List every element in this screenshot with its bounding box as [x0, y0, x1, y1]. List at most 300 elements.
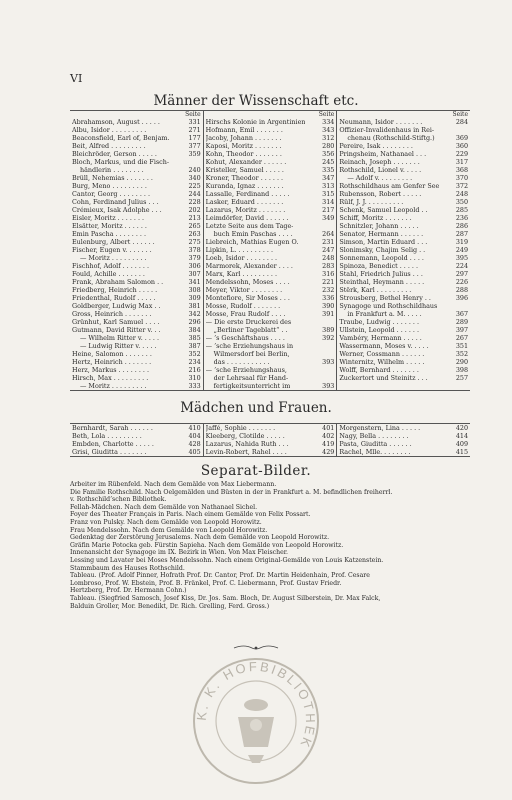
index-entry — [72, 448, 201, 456]
entry-page: 340 — [188, 174, 201, 182]
entry-page: 229 — [455, 150, 469, 158]
entry-name: Pasta, Giuditta . . . . . . — [339, 440, 412, 448]
entry-page: 336 — [322, 294, 335, 302]
entry-name: chenau (Rothschild-Stiftg.) — [347, 134, 435, 142]
index-entry — [72, 294, 201, 302]
entry-page: 419 — [322, 440, 335, 448]
entry-page: 290 — [455, 358, 469, 366]
index-entry — [206, 230, 335, 238]
entry-name: buch Emin Paschas . . . . — [213, 230, 293, 238]
entry-name: Pringsheim, Nathanael . . . — [339, 150, 427, 158]
index-entry — [339, 158, 468, 166]
entry-page: 315 — [322, 190, 335, 198]
entry-page: 236 — [455, 214, 469, 222]
entry-page: 414 — [455, 432, 469, 440]
index-entry — [206, 382, 335, 390]
entry-name: Sonnemann, Leopold . . . . — [339, 254, 424, 262]
index-entry — [339, 190, 468, 198]
entry-name: — Moritz . . . . . . . . . — [80, 254, 147, 262]
entry-page: 397 — [455, 326, 469, 334]
index-entry — [339, 150, 468, 158]
entry-name: Schnitzler, Johann . . . . . — [339, 222, 419, 230]
index-entry — [206, 286, 335, 294]
entry-name: Levin-Robert, Rahel . . . . — [205, 448, 287, 456]
entry-name: Albu, Isidor . . . . . . . . . — [72, 126, 147, 134]
entry-name: Lassalle, Ferdinand . . . . . — [205, 190, 290, 198]
index-entry — [206, 278, 335, 286]
entry-name: Strousberg, Bethel Henry . . — [339, 294, 431, 302]
index-entry — [72, 198, 201, 206]
index-entry — [339, 254, 468, 262]
index-entry — [339, 318, 468, 326]
entry-page: 379 — [188, 254, 201, 262]
index-entry — [72, 134, 201, 142]
entry-page: 213 — [188, 214, 201, 222]
separat-line: Gedenktag der Zerstörung Jerusalems. Nach dem Gemälde von Leopold Horowitz. — [70, 534, 330, 542]
entry-name: Kleeberg, Clotilde . . . . . — [205, 432, 285, 440]
entry-page: 245 — [322, 158, 335, 166]
index-entry — [206, 350, 335, 358]
entry-name: Wolff, Bernhard . . . . . . . — [339, 366, 419, 374]
entry-page: 352 — [188, 350, 201, 358]
entry-page: 369 — [455, 134, 469, 142]
index-entry — [206, 126, 335, 134]
entry-name: Cantor, Georg . . . . . . . . — [72, 190, 151, 198]
entry-page: 283 — [322, 262, 335, 270]
index-entry — [339, 134, 468, 142]
index-entry — [72, 278, 201, 286]
index-entry — [206, 246, 335, 254]
entry-page: 387 — [188, 342, 201, 350]
entry-name: Rothschildhaus am Genfer See — [339, 182, 440, 190]
entry-name: Jaffé, Sophie . . . . . . . — [205, 424, 276, 432]
index-entry — [206, 166, 335, 174]
index-entry — [206, 302, 335, 310]
entry-page: 352 — [455, 350, 469, 358]
entry-page: 234 — [188, 358, 201, 366]
entry-name: Emin Pascha . . . . . . . . — [72, 230, 147, 238]
entry-name: Pereire, Isak . . . . . . . . — [339, 142, 413, 150]
index-entry — [206, 342, 335, 350]
entry-page: 257 — [455, 374, 469, 382]
index-entry — [72, 326, 201, 334]
index-entry — [339, 302, 468, 310]
entry-name: Zuckertort und Steinitz . . . — [339, 374, 428, 382]
separat-line: Tableau. (Prof. Adolf Pinner, Hofrath Prof. Dr. Cantor, Prof. Dr. Martin Heidenhain, Prof. Cesare — [70, 572, 370, 580]
entry-name: Ullstein, Leopold . . . . . . — [339, 326, 419, 334]
entry-name: Lazarus, Nahida Ruth . . . — [205, 440, 289, 448]
entry-page: 384 — [188, 326, 201, 334]
entry-page: 351 — [455, 342, 469, 350]
entry-name: Lipkin, L. . . . . . . . . . — [205, 246, 273, 254]
entry-page: 267 — [455, 334, 469, 342]
entry-page: 249 — [455, 246, 469, 254]
index-entry — [206, 366, 335, 374]
index-entry — [339, 222, 468, 230]
entry-page: 331 — [188, 118, 201, 126]
entry-name: Hertz, Heinrich . . . . . . . — [72, 358, 152, 366]
index-entry — [339, 350, 468, 358]
entry-name: Cohn, Ferdinand Julius . . . — [72, 198, 159, 206]
entry-name: Hirsch, Max . . . . . . . . . — [72, 374, 149, 382]
entry-page: 347 — [322, 174, 335, 182]
entry-page: 202 — [188, 206, 201, 214]
ornament-divider — [232, 644, 280, 652]
entry-name: Werner, Cossmann . . . . . . — [339, 350, 425, 358]
entry-name: Lazarus, Moritz . . . . . . . — [205, 206, 286, 214]
entry-page — [466, 126, 468, 134]
entry-page: 395 — [455, 254, 469, 262]
entry-name: Kuranda, Ignaz . . . . . . . — [205, 182, 284, 190]
index-entry — [339, 206, 468, 214]
women-column-2 — [203, 424, 337, 456]
index-entry — [339, 118, 468, 126]
index-entry — [339, 286, 468, 294]
entry-name: Beaconsfield, Earl of, Benjam. — [72, 134, 170, 142]
entry-page: 381 — [188, 302, 201, 310]
entry-page: 410 — [188, 424, 201, 432]
entry-page: 225 — [188, 182, 201, 190]
women-columns — [70, 423, 470, 457]
entry-page: 404 — [188, 432, 201, 440]
index-entry — [72, 142, 201, 150]
entry-name: Marmorek, Alexander . . . . — [205, 262, 293, 270]
entry-name: — Moritz . . . . . . . . . — [80, 382, 147, 390]
entry-name: Stërk, Karl . . . . . . . . . — [339, 286, 412, 294]
index-entry — [206, 424, 335, 432]
entry-name: Synagoge und Rothschildhaus — [339, 302, 438, 310]
entry-name: Gross, Heinrich . . . . . . . — [72, 310, 152, 318]
index-entry — [206, 158, 335, 166]
entry-page: 244 — [188, 190, 201, 198]
index-entry — [72, 286, 201, 294]
entry-page — [332, 222, 334, 230]
index-entry — [339, 334, 468, 342]
entry-name: Embden, Charlotte . . . . . — [72, 440, 154, 448]
index-entry — [339, 182, 468, 190]
entry-name: — Adolf v. . . . . . . . . — [347, 174, 413, 182]
entry-page: 396 — [455, 294, 469, 302]
index-entry — [206, 182, 335, 190]
index-entry — [339, 270, 468, 278]
index-entry — [339, 262, 468, 270]
entry-page: 428 — [188, 440, 201, 448]
index-entry — [206, 190, 335, 198]
entry-name: der Lehrsaal für Hand- — [213, 374, 289, 382]
entry-page: 316 — [322, 270, 335, 278]
entry-page: 226 — [455, 278, 469, 286]
index-entry — [72, 262, 201, 270]
entry-page: 248 — [455, 190, 469, 198]
index-entry — [72, 270, 201, 278]
entry-name: Friedenthal, Rudolf . . . . . — [72, 294, 156, 302]
index-entry — [339, 174, 468, 182]
entry-page: 385 — [188, 334, 201, 342]
index-entry — [339, 278, 468, 286]
entry-page — [332, 318, 334, 326]
entry-name: Rülf, J. J. . . . . . . . . . — [339, 198, 404, 206]
index-entry — [206, 448, 335, 456]
index-entry — [339, 214, 468, 222]
entry-name: Heine, Salomon . . . . . . . — [72, 350, 152, 358]
entry-page: 349 — [322, 214, 335, 222]
entry-name: Slonimsky, Chajim Selig . . — [339, 246, 426, 254]
separat-line: Innenansicht der Synagoge im IX. Bezirk in Wien. Von Max Fleischer. — [70, 549, 288, 557]
separat-section-title: Separat-Bilder. — [200, 463, 312, 479]
entry-name: „Berliner Tageblatt“ . . — [213, 326, 288, 334]
entry-page: 177 — [188, 134, 201, 142]
entry-name: Beit, Alfred . . . . . . . . . — [72, 142, 146, 150]
entry-name: — Ludwig Ritter v. . . . . — [80, 342, 157, 350]
entry-page: 409 — [455, 440, 469, 448]
separat-line: Frau Mendelssohn. Nach dem Gemälde von Leopold Horowitz. — [70, 526, 268, 534]
index-entry — [206, 262, 335, 270]
index-entry — [206, 270, 335, 278]
entry-name: fertigkeitsunterricht im — [213, 382, 291, 390]
entry-name: Grisi, Giuditta . . . . . . . — [72, 448, 147, 456]
entry-page: 420 — [455, 424, 469, 432]
entry-name: Wilmersdorf bei Berlin, — [213, 350, 290, 358]
index-entry — [72, 230, 201, 238]
index-entry — [72, 358, 201, 366]
entry-name: — Wilhelm Ritter v. . . . . — [80, 334, 159, 342]
entry-page: 232 — [322, 286, 335, 294]
entry-page: 263 — [188, 230, 201, 238]
separat-line: Gräfin Marie Potocka geb. Fürstin Sapieha. Nach dem Gemälde von Leopold Horowitz. — [70, 541, 344, 549]
entry-name: händlerin . . . . . . . . — [80, 166, 144, 174]
entry-name: Elsätter, Moritz . . . . . . — [72, 222, 147, 230]
entry-page: 341 — [188, 278, 201, 286]
index-entry — [339, 366, 468, 374]
entry-page: 310 — [188, 374, 201, 382]
index-entry — [206, 310, 335, 318]
entry-page: 309 — [188, 294, 201, 302]
entry-page: 359 — [188, 150, 201, 158]
index-entry — [339, 440, 468, 448]
entry-page — [332, 350, 334, 358]
women-index — [70, 423, 470, 457]
index-entry — [72, 366, 201, 374]
entry-page: 308 — [188, 286, 201, 294]
entry-page: 335 — [322, 166, 335, 174]
entry-name: Liebreich, Mathias Eugen O. — [205, 238, 299, 246]
men-column-3 — [336, 111, 470, 390]
entry-page — [199, 158, 201, 166]
entry-page: 356 — [322, 150, 335, 158]
entry-page: 415 — [455, 448, 469, 456]
entry-name: Reinach, Joseph . . . . . . . — [339, 158, 420, 166]
separat-line: Lombroso, Prof. W. Ebstein, Prof. B. Fränkel, Prof. C. Liebermann, Prof. Gustav Friedr. — [70, 579, 342, 587]
index-entry — [339, 342, 468, 350]
seite-header: Seite — [185, 111, 201, 118]
entry-page: 398 — [455, 366, 469, 374]
entry-name: Crémieux, Isak Adolphe . . . — [72, 206, 162, 214]
index-entry — [339, 424, 468, 432]
men-index — [70, 110, 470, 391]
entry-page: 271 — [188, 126, 201, 134]
entry-name: — Die erste Druckerei des — [205, 318, 292, 326]
entry-name: Rothschild, Lionel v. . . . . — [339, 166, 422, 174]
entry-name: Vambéry, Hermann . . . . . — [339, 334, 422, 342]
men-section-title: Männer der Wissenschaft etc. — [153, 93, 359, 109]
index-entry — [339, 238, 468, 246]
men-columns — [70, 110, 470, 391]
entry-page — [332, 374, 334, 382]
women-column-3 — [336, 424, 470, 456]
index-entry — [72, 246, 201, 254]
entry-name: Nagy, Bella . . . . . . . . — [339, 432, 409, 440]
entry-name: Gutmann, David Ritter v. . . — [72, 326, 161, 334]
entry-name: Montefiore, Sir Moses . . . — [205, 294, 290, 302]
index-entry — [339, 448, 468, 456]
index-entry — [206, 142, 335, 150]
separat-line: Arbeiter im Rübenfeld. Nach dem Gemälde von Max Liebermann. — [70, 481, 277, 488]
entry-name: Neumann, Isidor . . . . . . . — [339, 118, 423, 126]
entry-name: Frank, Abraham Salomon . . — [72, 278, 164, 286]
entry-page: 401 — [322, 424, 335, 432]
entry-name: Rachel, Mlle. . . . . . . . — [339, 448, 411, 456]
index-entry — [339, 126, 468, 134]
index-entry — [72, 310, 201, 318]
entry-page: 378 — [188, 246, 201, 254]
svg-text:K. K. HOFBIBLIOTHEK: K. K. HOFBIBLIOTHEK — [193, 658, 319, 752]
women-column-1 — [70, 424, 203, 456]
entry-name: Hofmann, Emil . . . . . . . — [205, 126, 283, 134]
entry-page: 391 — [322, 310, 335, 318]
separat-line: Franz von Pulsky. Nach dem Gemälde von Leopold Horowitz. — [70, 518, 262, 526]
entry-page: 389 — [322, 326, 335, 334]
entry-name: Meyer, Viktor . . . . . . . . — [205, 286, 283, 294]
index-entry — [339, 142, 468, 150]
entry-page: 306 — [188, 262, 201, 270]
entry-page: 402 — [322, 432, 335, 440]
index-entry — [72, 350, 201, 358]
index-entry — [72, 150, 201, 158]
index-entry — [72, 166, 201, 174]
entry-name: Lasker, Eduard . . . . . . . — [205, 198, 284, 206]
entry-page: 297 — [455, 270, 469, 278]
entry-name: Abrahamson, August . . . . . — [72, 118, 160, 126]
entry-name: Winternitz, Wilhelm . . . . . — [339, 358, 425, 366]
entry-page: 405 — [188, 448, 201, 456]
entry-page: 287 — [455, 230, 469, 238]
entry-name: Herz, Markus . . . . . . . . — [72, 366, 150, 374]
library-stamp-seal — [190, 655, 322, 787]
men-column-1 — [70, 111, 203, 390]
seite-header: Seite — [318, 111, 335, 118]
entry-name: Simson, Martin Eduard . . . — [339, 238, 428, 246]
index-entry — [339, 166, 468, 174]
entry-page: 390 — [322, 302, 335, 310]
index-entry — [206, 358, 335, 366]
entry-page: 370 — [455, 174, 469, 182]
entry-name: Jacoby, Johann . . . . . . . — [205, 134, 282, 142]
entry-name: Leimdörfer, David . . . . . . — [205, 214, 289, 222]
index-entry — [72, 190, 201, 198]
index-entry — [72, 432, 201, 440]
entry-name: Marx, Karl . . . . . . . . . — [205, 270, 277, 278]
entry-name: — ’sche Erziehungshaus in — [205, 342, 294, 350]
entry-name: Mendelssohn, Moses . . . . — [205, 278, 290, 286]
entry-name: Bleichröder, Gerson . . . . . — [72, 150, 157, 158]
index-entry — [72, 182, 201, 190]
entry-page: 228 — [188, 198, 201, 206]
index-entry — [206, 214, 335, 222]
index-entry — [339, 230, 468, 238]
index-entry — [339, 326, 468, 334]
entry-page: 247 — [322, 246, 335, 254]
entry-page: 342 — [188, 310, 201, 318]
index-entry — [206, 254, 335, 262]
index-entry — [72, 254, 201, 262]
entry-name: Eulenburg, Albert . . . . . . — [72, 238, 155, 246]
index-entry — [339, 374, 468, 382]
index-entry — [72, 126, 201, 134]
entry-page — [332, 342, 334, 350]
entry-page: 313 — [322, 182, 335, 190]
index-entry — [72, 424, 201, 432]
entry-name: Fischhof, Adolf . . . . . . . — [72, 262, 150, 270]
separat-line: Lessing und Lavater bei Moses Mendelssohn. Nach einem Original-Gemälde von Louis Katzenstein. — [70, 556, 384, 564]
entry-page: 289 — [455, 318, 469, 326]
index-entry — [206, 374, 335, 382]
entry-page: 314 — [322, 198, 335, 206]
entry-name: Traube, Ludwig . . . . . . . — [339, 318, 420, 326]
separat-list — [70, 481, 470, 610]
entry-name: Bernhardt, Sarah . . . . . . — [72, 424, 153, 432]
index-entry — [72, 118, 201, 126]
entry-page: 333 — [188, 382, 201, 390]
entry-name: Burg, Meno . . . . . . . . . — [72, 182, 147, 190]
entry-page: 216 — [188, 366, 201, 374]
entry-name: Offizier-Invalidenhaus in Rei- — [339, 126, 435, 134]
entry-name: Goldberger, Ludwig Max . . — [72, 302, 161, 310]
entry-name: Letzte Seite aus dem Tage- — [205, 222, 294, 230]
entry-name: Kroner, Theodor . . . . . . — [205, 174, 284, 182]
index-entry — [206, 174, 335, 182]
separat-line: Die Familie Rothschild. Nach Oelgemälden und Büsten in der in Frankfurt a. M. befindlichen freiherrl. — [70, 488, 393, 496]
index-entry — [72, 382, 201, 390]
entry-page: 284 — [455, 118, 469, 126]
entry-name: das . . . . . . . . . . . — [213, 358, 270, 366]
entry-name: Eisler, Moritz . . . . . . . — [72, 214, 145, 222]
entry-page: 350 — [455, 198, 469, 206]
men-column-2 — [203, 111, 337, 390]
entry-page: 286 — [455, 222, 469, 230]
entry-page: 319 — [455, 238, 469, 246]
entry-page: 368 — [455, 166, 469, 174]
entry-name: — ’s Geschäftshaus . . . . — [205, 334, 285, 342]
entry-name: Senator, Hermann . . . . . . — [339, 230, 424, 238]
entry-name: Morgenstern, Lina . . . . . — [339, 424, 421, 432]
entry-name: Spinoza, Benedict . . . . . — [339, 262, 419, 270]
entry-name: in Frankfurt a. M. . . . . — [347, 310, 422, 318]
page-number: VI — [70, 72, 83, 85]
entry-page: 231 — [322, 238, 335, 246]
entry-page: 264 — [322, 230, 335, 238]
index-entry — [72, 318, 201, 326]
entry-page: 393 — [322, 382, 335, 390]
seite-header: Seite — [452, 111, 469, 118]
index-entry — [206, 432, 335, 440]
index-entry — [206, 334, 335, 342]
entry-page: 240 — [188, 166, 201, 174]
index-entry — [206, 134, 335, 142]
entry-page: 392 — [322, 334, 335, 342]
separat-line: v. Rothschild’schen Bibliothek. — [70, 496, 167, 504]
separat-line: Foyer des Theater Français in Paris. Nach einem Gemälde von Felix Possart. — [70, 511, 311, 519]
entry-name: Hirschs Kolonie in Argentinien — [205, 118, 306, 126]
